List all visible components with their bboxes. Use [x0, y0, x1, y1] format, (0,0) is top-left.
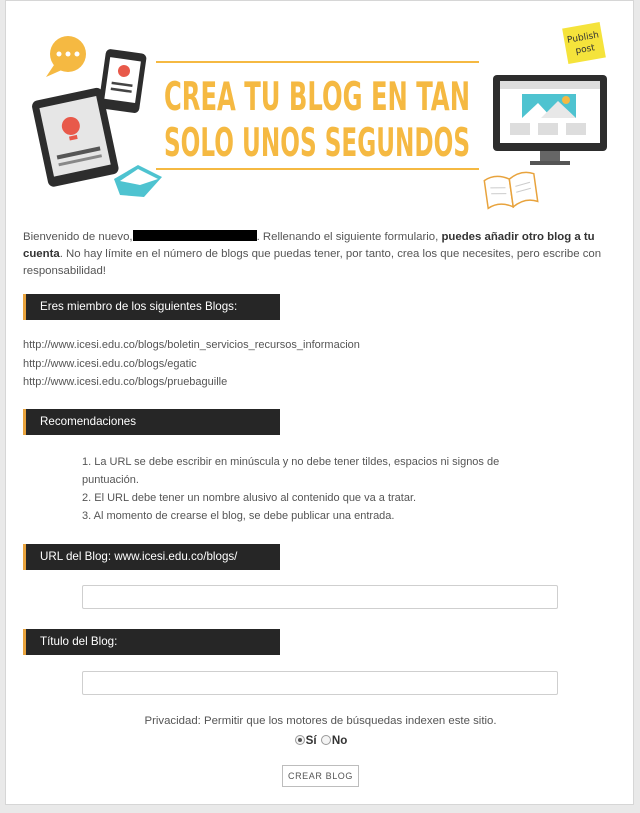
privacy-label: Privacidad: Permitir que los motores de búsquedas indexen este sitio. — [144, 715, 497, 727]
envelope-icon — [114, 165, 162, 197]
redacted-username — [133, 230, 257, 241]
recommendations-list — [82, 453, 542, 525]
member-blogs-header: Eres miembro de los siguientes Blogs: — [23, 294, 280, 320]
privacy-yes-label: Sí — [305, 734, 317, 747]
title-header: Título del Blog: — [23, 629, 280, 655]
member-blogs-list — [23, 336, 360, 392]
page-card — [5, 0, 634, 805]
blog-link[interactable]: http://www.icesi.edu.co/blogs/boletin_servicios_recursos_informacion — [23, 339, 360, 351]
create-blog-button[interactable]: CREAR BLOG — [282, 765, 359, 787]
speech-bubble-icon — [46, 36, 86, 77]
svg-text:Publish: Publish — [566, 30, 600, 46]
recommendations-header: Recomendaciones — [23, 409, 280, 435]
privacy-radio-group — [6, 734, 635, 747]
smartphone-icon — [98, 49, 147, 114]
recommendation-item: 1. La URL se debe escribir en minúscula y no debe tener tildes, espacios ni signos de puntuación. — [82, 456, 500, 486]
svg-text:post: post — [574, 43, 596, 57]
banner-headline-line1: CREA TU BLOG EN TAN — [164, 75, 470, 120]
title-input[interactable] — [82, 671, 558, 695]
sticky-note-icon — [562, 22, 606, 64]
recommendation-item: 2. El URL debe tener un nombre alusivo al contenido que va a tratar. — [82, 492, 417, 504]
privacy-no-radio[interactable] — [321, 735, 331, 745]
banner-illustration — [6, 1, 635, 223]
blog-link[interactable]: http://www.icesi.edu.co/blogs/pruebaguille — [23, 376, 228, 388]
intro-text: Bienvenido de nuevo, . Rellenando el siguiente formulario, puedes añadir otro blog a tu cuenta. No hay límite en el número de blogs que puedas tener, por tanto, crea los que necesites, pero escribe con responsabilidad! — [23, 231, 602, 277]
privacy-no-label: No — [331, 734, 348, 747]
open-book-icon — [484, 171, 538, 210]
monitor-icon — [493, 75, 607, 165]
blog-link[interactable]: http://www.icesi.edu.co/blogs/egatic — [23, 357, 197, 370]
url-header: URL del Blog: www.icesi.edu.co/blogs/ — [23, 544, 280, 570]
privacy-yes-radio[interactable] — [295, 735, 305, 745]
recommendation-item: 3. Al momento de crearse el blog, se debe publicar una entrada. — [82, 510, 395, 522]
intro-bold: puedes añadir otro blog a tu cuenta — [23, 231, 595, 260]
banner-headline-line2: SOLO UNOS SEGUNDOS — [164, 121, 470, 166]
url-input[interactable] — [82, 585, 558, 609]
